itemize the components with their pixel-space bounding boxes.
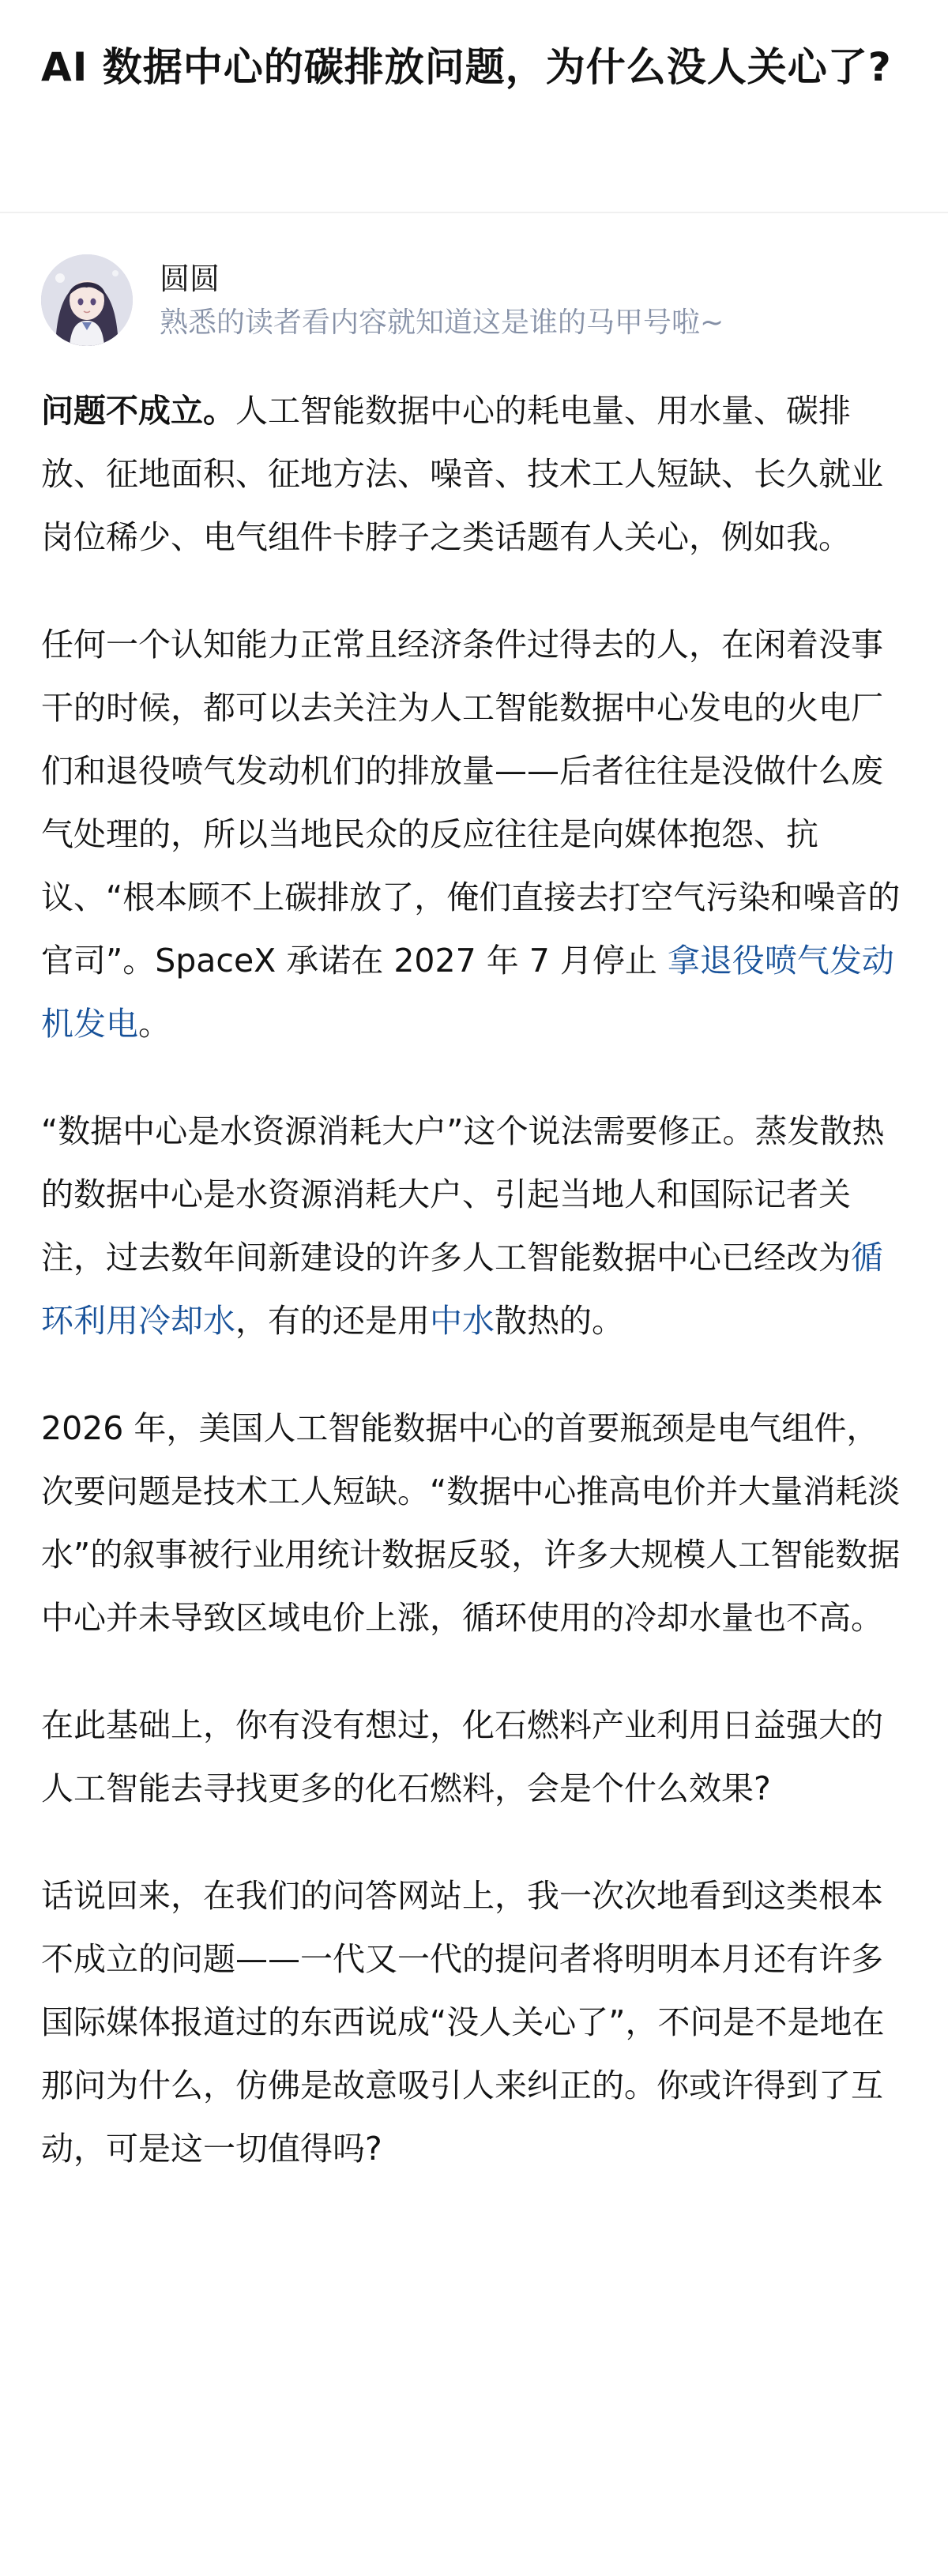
paragraph-6: 话说回来，在我们的问答网站上，我一次次地看到这类根本不成立的问题——一代又一代的提问者将明明本月还有许多国际媒体报道过的东西说成“没人关心了”，不问是不是地在那问为什么，仿佛是故意吸引人来纠正的。你或许得到了互动，可是这一切值得吗? [41,1877,885,2168]
jet-engine-power-link[interactable]: 拿退役喷气发动机发电 [41,942,894,1043]
paragraph-3 [41,1100,907,1352]
author-headline: 熟悉的读者看内容就知道这是谁的马甲号啦~ [160,306,724,339]
author-name[interactable]: 圆圆 [160,261,220,296]
author-avatar[interactable] [41,254,133,346]
anime-girl-avatar-icon [41,254,133,346]
title-divider [0,212,948,213]
answer-content [41,379,907,2224]
reclaimed-water-link[interactable]: 中水 [430,1302,495,1340]
paragraph-5: 在此基础上，你有没有想过，化石燃料产业利用日益强大的人工智能去寻找更多的化石燃料，会是个什么效果? [41,1706,883,1807]
question-title[interactable]: AI 数据中心的碳排放问题，为什么没人关心了? [41,44,892,90]
paragraph-2-text: 任何一个认知能力正常且经济条件过得去的人，在闲着没事干的时候，都可以去关注为人工智能数据中心发电的火电厂们和退役喷气发动机们的排放量——后者往往是没做什么废气处理的，所以当地民众的反应往往是向媒体抱怨、抗议、“根本顾不上碳排放了，俺们直接去打空气污染和噪音的官司”。SpaceX 承诺在 2027 年 7 月停止 [41,626,901,980]
recycled-cooling-water-link[interactable]: 循环利用冷却水 [41,1239,883,1340]
paragraph-4: 2026 年，美国人工智能数据中心的首要瓶颈是电气组件，次要问题是技术工人短缺。“数据中心推高电价并大量消耗淡水”的叙事被行业用统计数据反驳，许多大规模人工智能数据中心并未导致区域电价上涨，循环使用的冷却水量也不高。 [41,1409,901,1637]
paragraph-3-middle: ，有的还是用 [235,1302,430,1340]
paragraph-2-end: 。 [138,1005,171,1043]
paragraph-1-bold-lead: 问题不成立。 [41,392,235,430]
paragraph-3-text: “数据中心是水资源消耗大户”这个说法需要修正。蒸发散热的数据中心是水资源消耗大户、引起当地人和国际记者关注，过去数年间新建设的许多人工智能数据中心已经改为 [41,1112,885,1277]
paragraph-2 [41,613,907,1055]
paragraph-3-end: 散热的。 [495,1302,624,1340]
author-card [41,253,907,348]
paragraph-1 [41,379,907,569]
paragraph-1-text: 人工智能数据中心的耗电量、用水量、碳排放、征地面积、征地方法、噪音、技术工人短缺、长久就业岗位稀少、电气组件卡脖子之类话题有人关心，例如我。 [41,392,883,556]
